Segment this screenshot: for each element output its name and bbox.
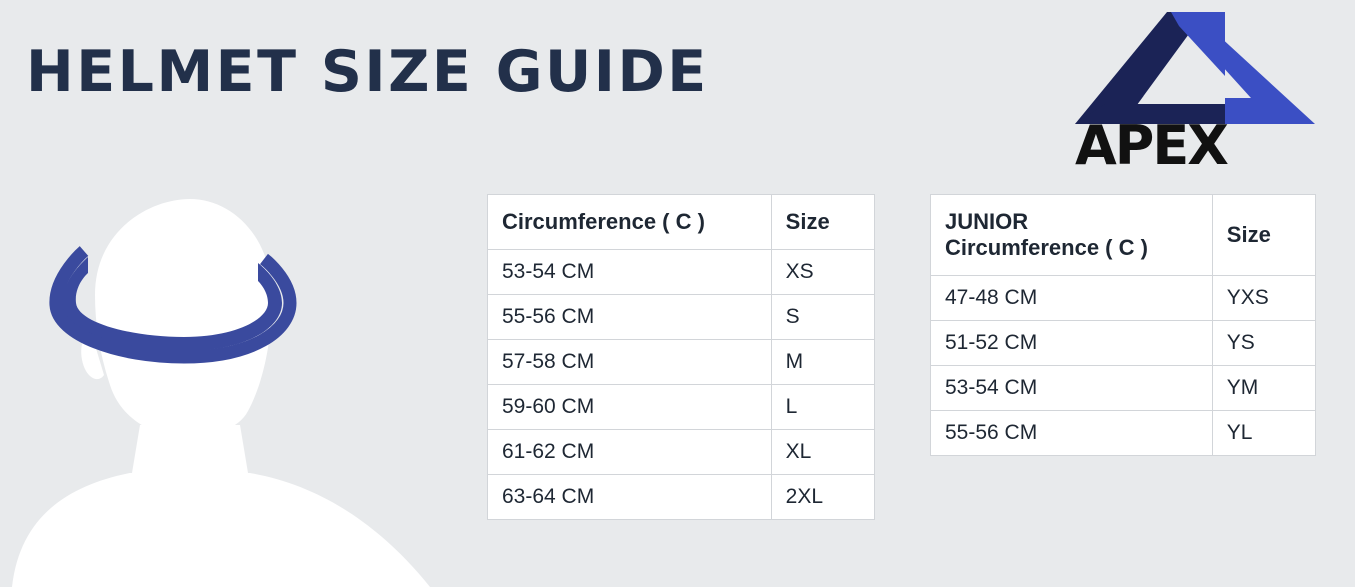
main-size-value: XS xyxy=(771,250,874,295)
main-size-value: 2XL xyxy=(771,475,874,520)
main-size-value: L xyxy=(771,385,874,430)
table-row xyxy=(488,475,875,520)
main-size-value: XL xyxy=(771,430,874,475)
table-row xyxy=(931,321,1316,366)
junior-header-size: Size xyxy=(1212,195,1315,276)
main-circumference-value: 61-62 CM xyxy=(488,430,772,475)
size-table-junior xyxy=(930,194,1316,456)
table-row xyxy=(488,340,875,385)
main-size-value: S xyxy=(771,295,874,340)
main-circumference-value: 57-58 CM xyxy=(488,340,772,385)
main-header-circumference: Circumference ( C ) xyxy=(488,195,772,250)
junior-size-value: YL xyxy=(1212,411,1315,456)
table-row xyxy=(488,430,875,475)
head-silhouette-graphic xyxy=(0,185,450,587)
svg-text:APEX: APEX xyxy=(1075,114,1227,167)
junior-header-line2: Circumference ( C ) xyxy=(945,235,1148,260)
junior-size-value: YM xyxy=(1212,366,1315,411)
apex-logo xyxy=(1075,12,1315,167)
table-row xyxy=(931,366,1316,411)
main-circumference-value: 59-60 CM xyxy=(488,385,772,430)
junior-size-value: YS xyxy=(1212,321,1315,366)
table-row xyxy=(488,195,875,250)
junior-circumference-value: 51-52 CM xyxy=(931,321,1213,366)
table-row xyxy=(931,411,1316,456)
table-row xyxy=(931,276,1316,321)
apex-logo-graphic xyxy=(1075,12,1315,167)
junior-circumference-value: 55-56 CM xyxy=(931,411,1213,456)
junior-header-circumference xyxy=(931,195,1213,276)
main-size-value: M xyxy=(771,340,874,385)
head-silhouette xyxy=(0,185,450,587)
junior-circumference-value: 53-54 CM xyxy=(931,366,1213,411)
page-title: HELMET SIZE GUIDE xyxy=(26,39,709,105)
junior-header-line1: JUNIOR xyxy=(945,209,1029,234)
main-header-size: Size xyxy=(771,195,874,250)
table-row xyxy=(488,250,875,295)
main-circumference-value: 55-56 CM xyxy=(488,295,772,340)
table-row xyxy=(488,295,875,340)
table-row xyxy=(931,195,1316,276)
main-circumference-value: 63-64 CM xyxy=(488,475,772,520)
size-table-main xyxy=(487,194,875,520)
table-row xyxy=(488,385,875,430)
junior-circumference-value: 47-48 CM xyxy=(931,276,1213,321)
main-circumference-value: 53-54 CM xyxy=(488,250,772,295)
junior-size-value: YXS xyxy=(1212,276,1315,321)
